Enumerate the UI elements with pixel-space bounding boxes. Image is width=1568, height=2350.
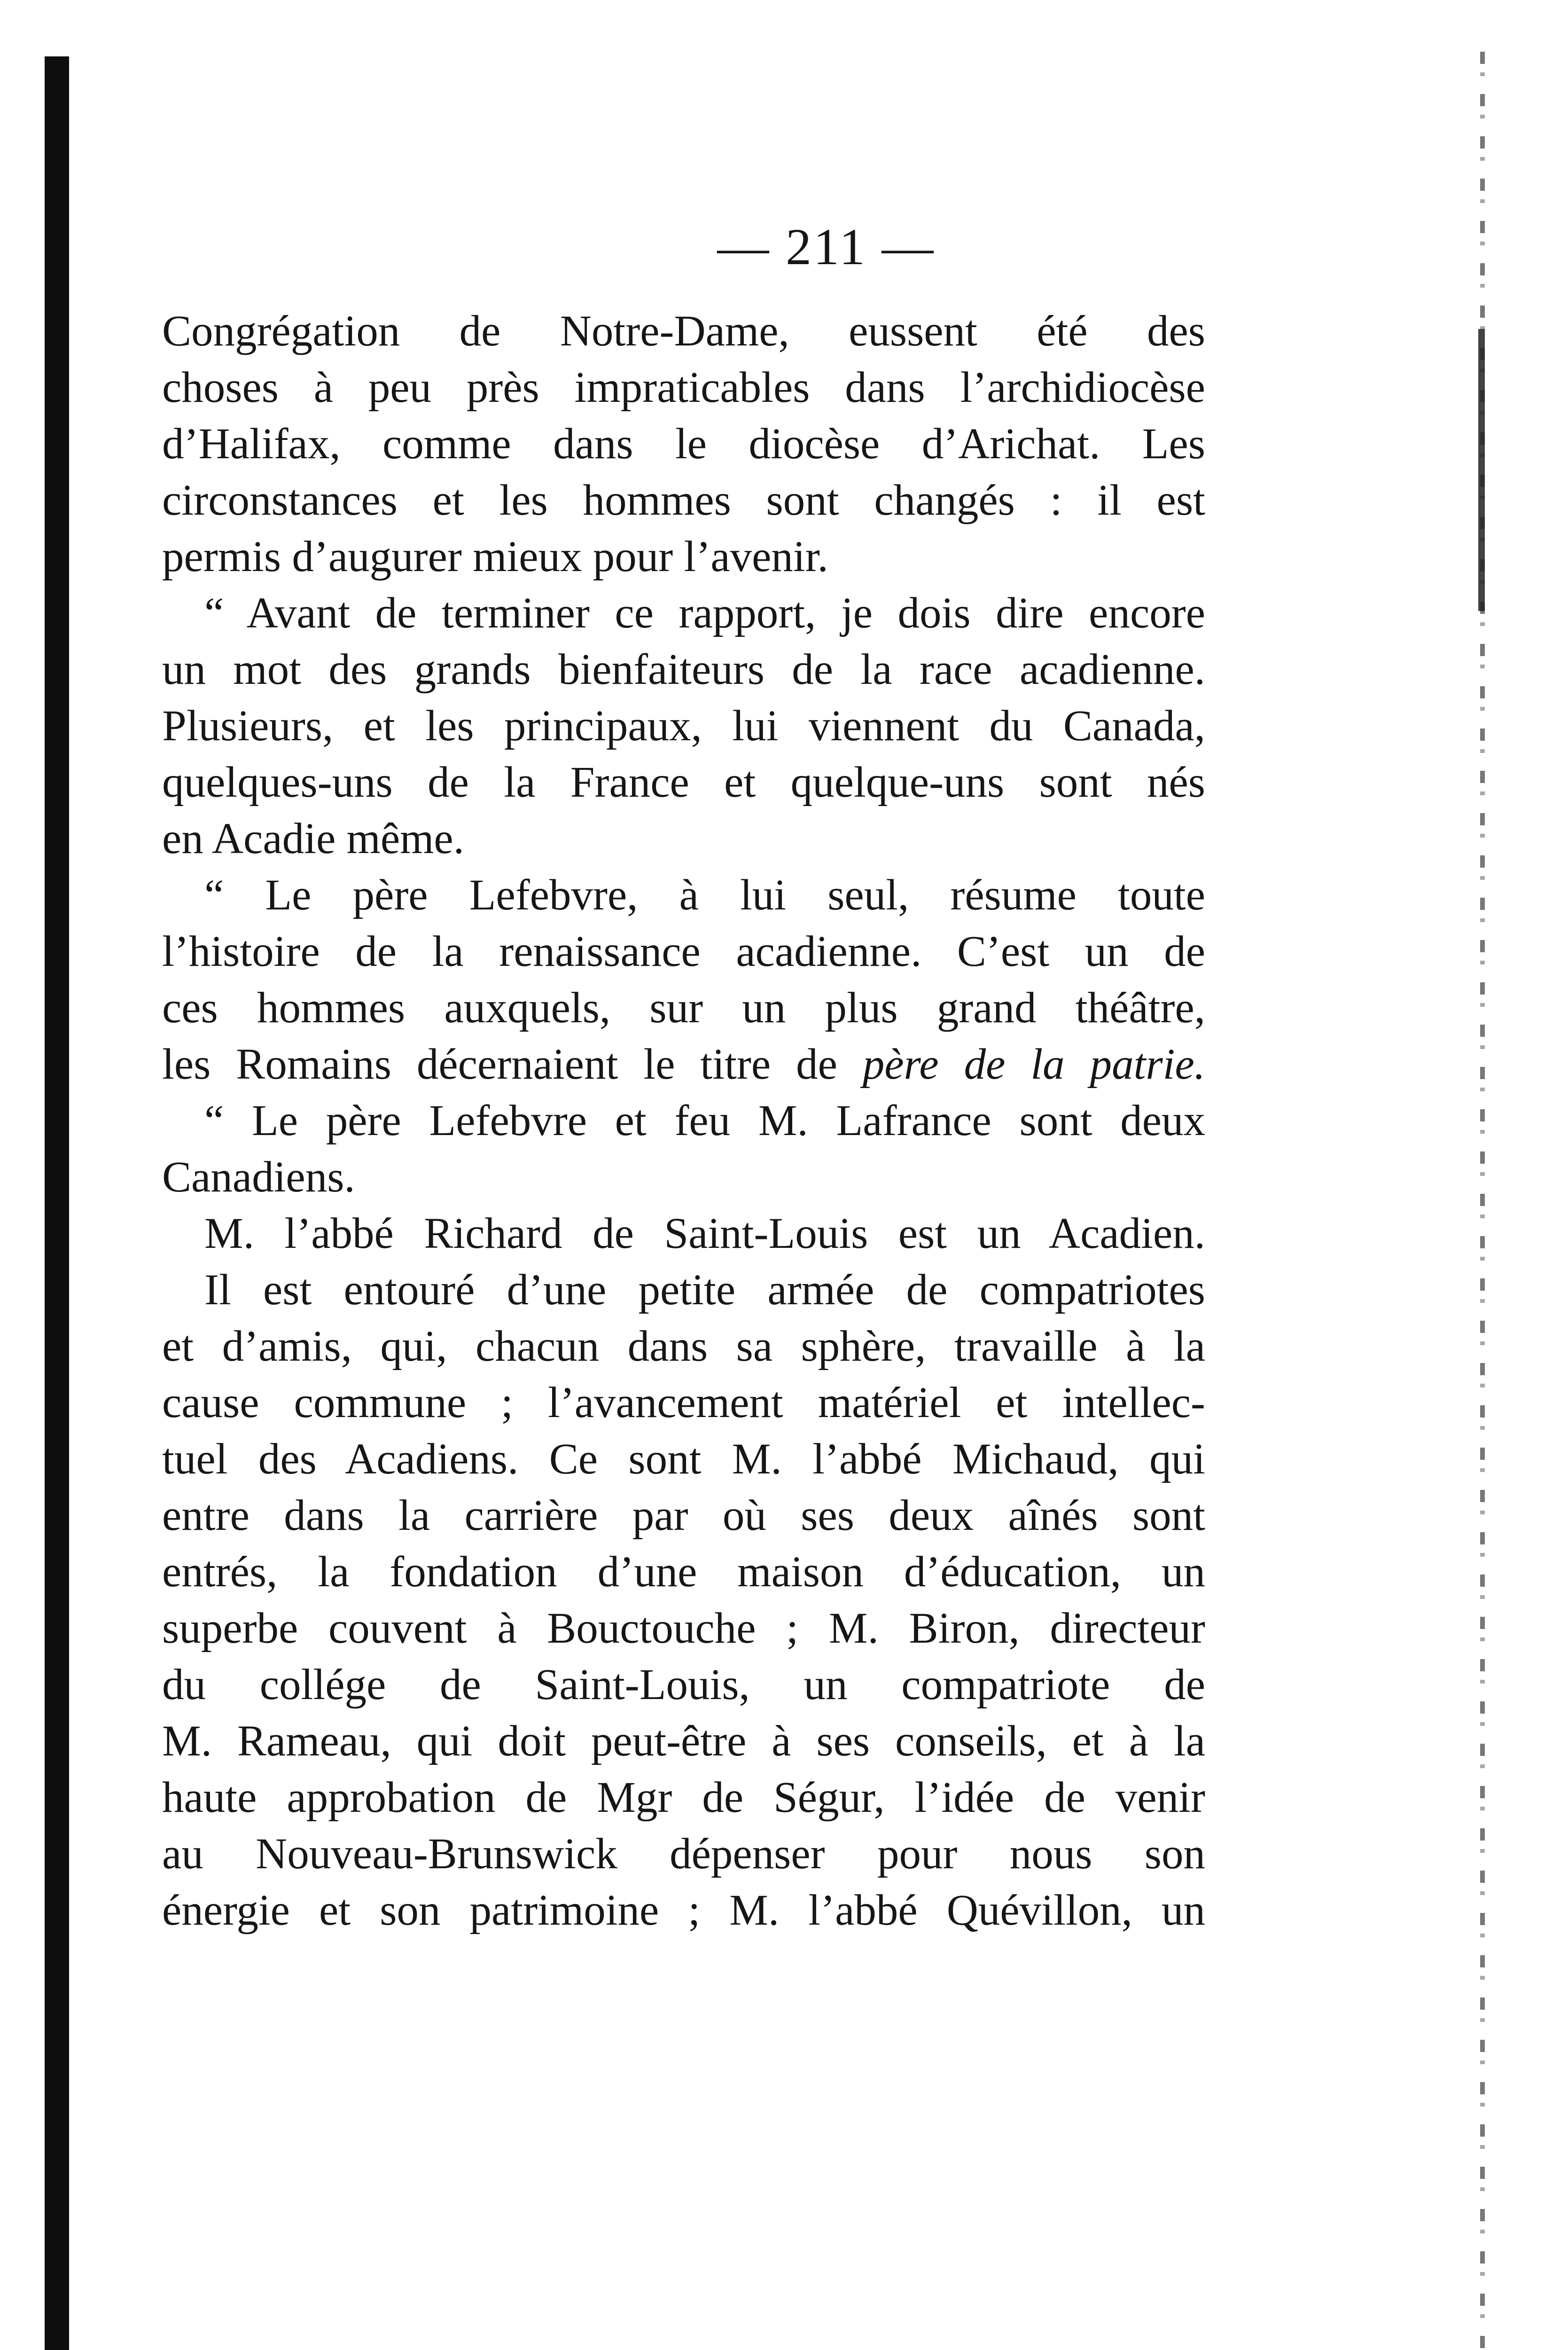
scan-page-edge-dark: [1478, 329, 1485, 611]
text-line: [162, 1149, 1205, 1206]
text-line-content: circonstances et les hommes sont changés : il est: [162, 476, 1205, 525]
text-line-content: Il est entouré d’une petite armée de compatriotes: [204, 1266, 1205, 1314]
text-line-content: un mot des grands bienfaiteurs de la race acadienne.: [162, 645, 1205, 694]
text-line-content: tuel des Acadiens. Ce sont M. l’abbé Michaud, qui: [162, 1435, 1205, 1483]
text-line: [162, 811, 1205, 867]
text-line: [162, 1826, 1205, 1882]
text-line: [162, 416, 1205, 472]
text-line: [162, 472, 1205, 529]
text-line: [162, 1375, 1205, 1431]
text-line: [162, 1206, 1205, 1262]
text-line-content: permis d’augurer mieux pour l’avenir.: [162, 533, 828, 581]
text-line-content: d’Halifax, comme dans le diocèse d’Arichat. Les: [162, 420, 1205, 468]
text-line-content: M. l’abbé Richard de Saint-Louis est un Acadien.: [204, 1209, 1205, 1258]
text-line-content: Congrégation de Notre-Dame, eussent été des: [162, 307, 1205, 355]
body-text: [162, 303, 1205, 1939]
text-line-content: “ Avant de terminer ce rapport, je dois dire encore: [204, 589, 1205, 637]
text-line-content: du collége de Saint-Louis, un compatriote de: [162, 1661, 1205, 1709]
text-line: [162, 698, 1205, 754]
text-line: [162, 754, 1205, 811]
text-line: [162, 980, 1205, 1036]
text-line-content: “ Le père Lefebvre, à lui seul, résume toute: [204, 871, 1205, 919]
text-line: [162, 303, 1205, 360]
scan-binding-shadow: [45, 56, 69, 2350]
text-line-content: entrés, la fondation d’une maison d’éducation, un: [162, 1548, 1205, 1596]
text-line: [162, 585, 1205, 642]
text-line: [162, 1657, 1205, 1713]
text-line: [162, 1318, 1205, 1375]
text-line-content: l’histoire de la renaissance acadienne. C’est un de: [162, 927, 1205, 976]
text-line: [162, 1600, 1205, 1657]
italic-phrase: père de la patrie.: [862, 1040, 1206, 1089]
text-line-content: et d’amis, qui, chacun dans sa sphère, travaille à la: [162, 1322, 1205, 1371]
text-line: [162, 1431, 1205, 1488]
text-line-content: cause commune ; l’avancement matériel et intellec-: [162, 1379, 1205, 1427]
text-line-content: les Romains décernaient le titre de: [162, 1040, 863, 1089]
text-line-content: Canadiens.: [162, 1153, 355, 1201]
text-line: [162, 642, 1205, 698]
text-line-content: “ Le père Lefebvre et feu M. Lafrance sont deux: [204, 1097, 1205, 1145]
text-line: [162, 1262, 1205, 1318]
text-line: [162, 1036, 1205, 1093]
text-line-content: haute approbation de Mgr de Ségur, l’idée de venir: [162, 1773, 1205, 1822]
text-line-content: énergie et son patrimoine ; M. l’abbé Quévillon, un: [162, 1886, 1205, 1935]
text-line: [162, 1488, 1205, 1544]
text-line: [162, 360, 1205, 416]
text-line: [162, 1093, 1205, 1149]
text-line-content: ces hommes auxquels, sur un plus grand théâtre,: [162, 984, 1205, 1032]
text-line-content: en Acadie même.: [162, 815, 464, 863]
text-line: [162, 1544, 1205, 1600]
page-number: — 211 —: [717, 218, 936, 275]
text-line: [162, 1770, 1205, 1826]
text-line-content: entre dans la carrière par où ses deux aînés sont: [162, 1491, 1205, 1540]
text-line: [162, 529, 1205, 585]
text-line-content: choses à peu près impraticables dans l’archidiocèse: [162, 363, 1205, 412]
text-line-content: au Nouveau-Brunswick dépenser pour nous son: [162, 1830, 1205, 1878]
text-line-content: quelques-uns de la France et quelque-uns sont nés: [162, 758, 1205, 807]
text-line-content: M. Rameau, qui doit peut-être à ses conseils, et à la: [162, 1717, 1205, 1765]
text-line: [162, 924, 1205, 980]
text-line: [162, 867, 1205, 924]
text-line: [162, 1713, 1205, 1770]
text-line: [162, 1882, 1205, 1939]
text-line-content: Plusieurs, et les principaux, lui viennent du Canada,: [162, 702, 1205, 750]
text-line-content: superbe couvent à Bouctouche ; M. Biron, directeur: [162, 1604, 1205, 1653]
